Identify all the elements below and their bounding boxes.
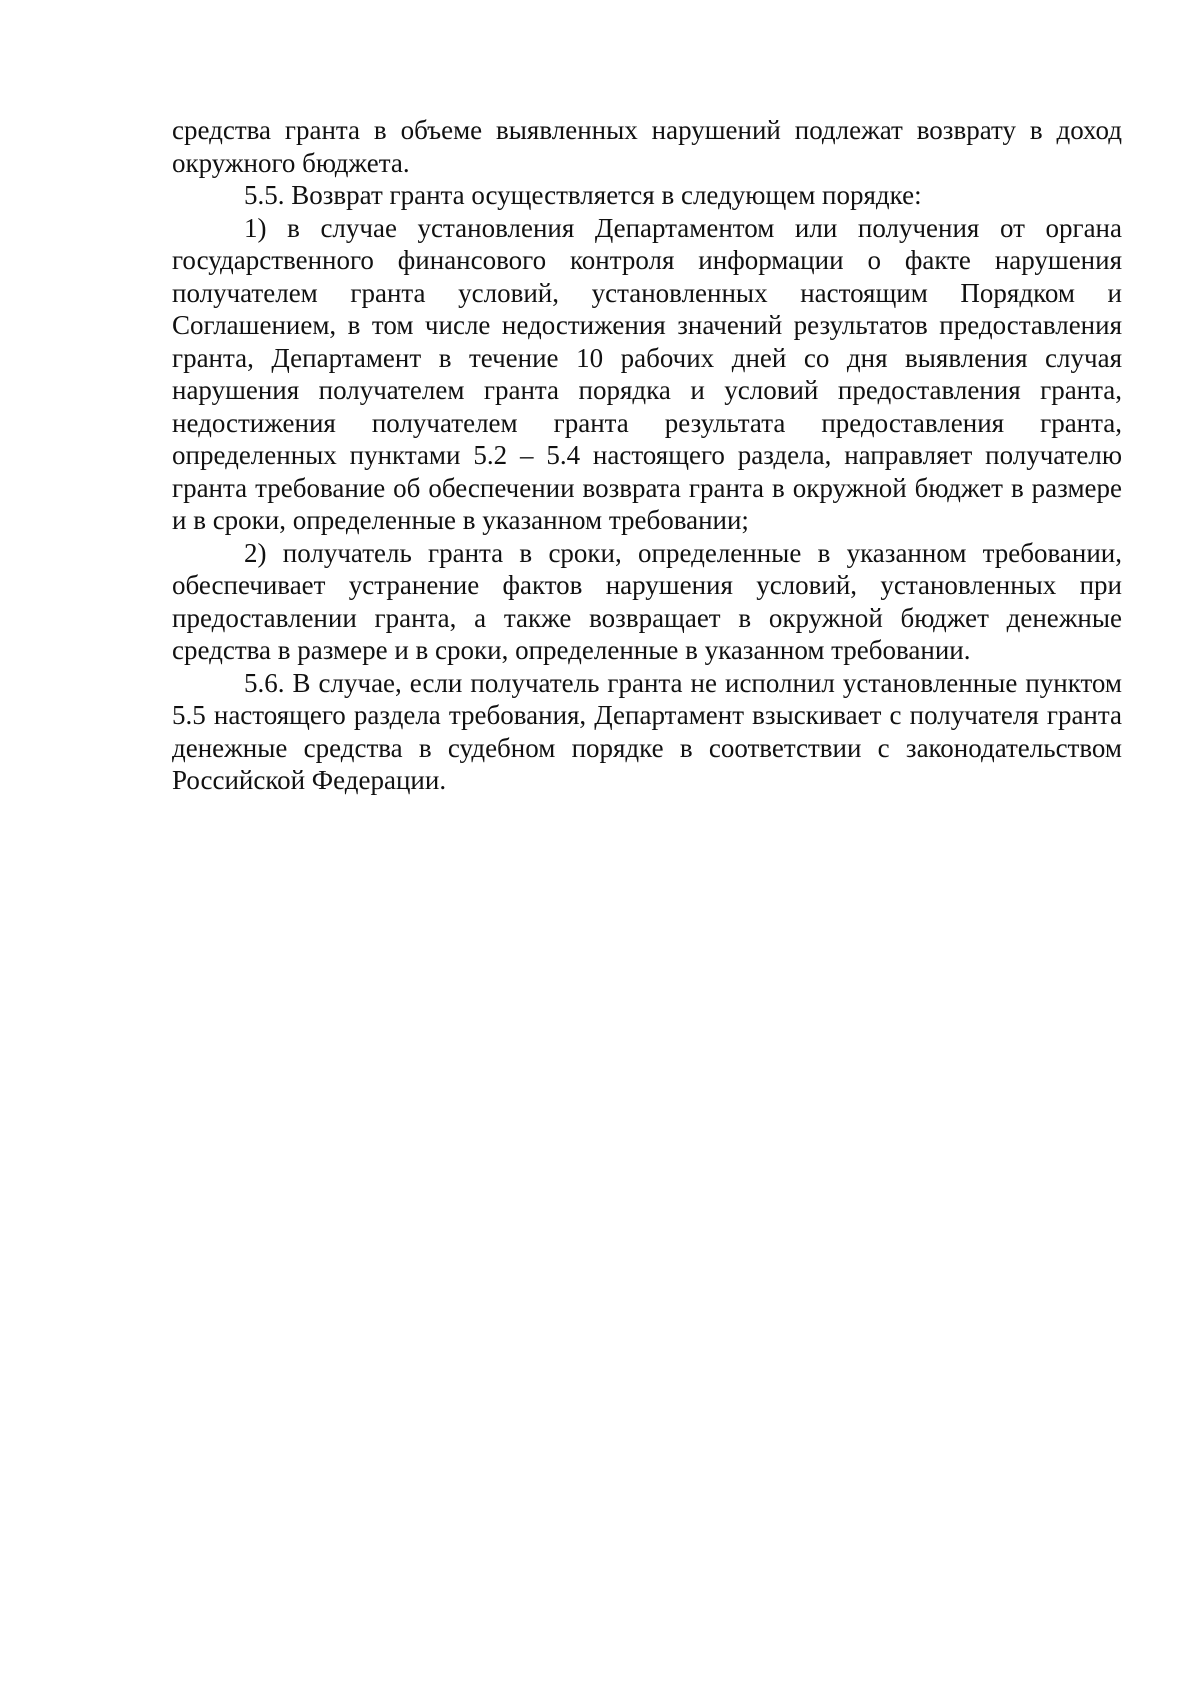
paragraph-5-5-item-2: 2) получатель гранта в сроки, определенные в указанном требовании, обеспечивает устранение фактов нарушения условий, установленных при предоставлении гранта, а также возвращает в окружной бюджет денежные средства в размере и в сроки, определенные в указанном требовании. [172, 537, 1122, 665]
paragraph-grant-funds-return: средства гранта в объеме выявленных нарушений подлежат возврату в доход окружного бюджета. [172, 115, 1122, 178]
paragraph-5-5-item-1: 1) в случае установления Департаментом или получения от органа государственного финансового контроля информации о факте нарушения получателем гранта условий, установленных настоящим Порядком и Соглашением, в том числе недостижения значений результатов предоставления гранта, Департамент в течение 10 рабочих дней со дня выявления случая нарушения получателем гранта порядка и условий предоставления гранта, недостижения получателем гранта результата предоставления гранта, определенных пунктами 5.2 – 5.4 настоящего раздела, направляет получателю гранта требование об обеспечении возврата гранта в окружной бюджет в размере и в сроки, определенные в указанном требовании; [172, 212, 1122, 535]
document-body [172, 114, 1122, 797]
paragraph-5-5: 5.5. Возврат гранта осуществляется в следующем порядке: [244, 180, 922, 210]
paragraph-5-6: 5.6. В случае, если получатель гранта не исполнил установленные пунктом 5.5 настоящего раздела требования, Департамент взыскивает с получателя гранта денежные средства в судебном порядке в соответствии с законодательством Российской Федерации. [172, 667, 1122, 795]
